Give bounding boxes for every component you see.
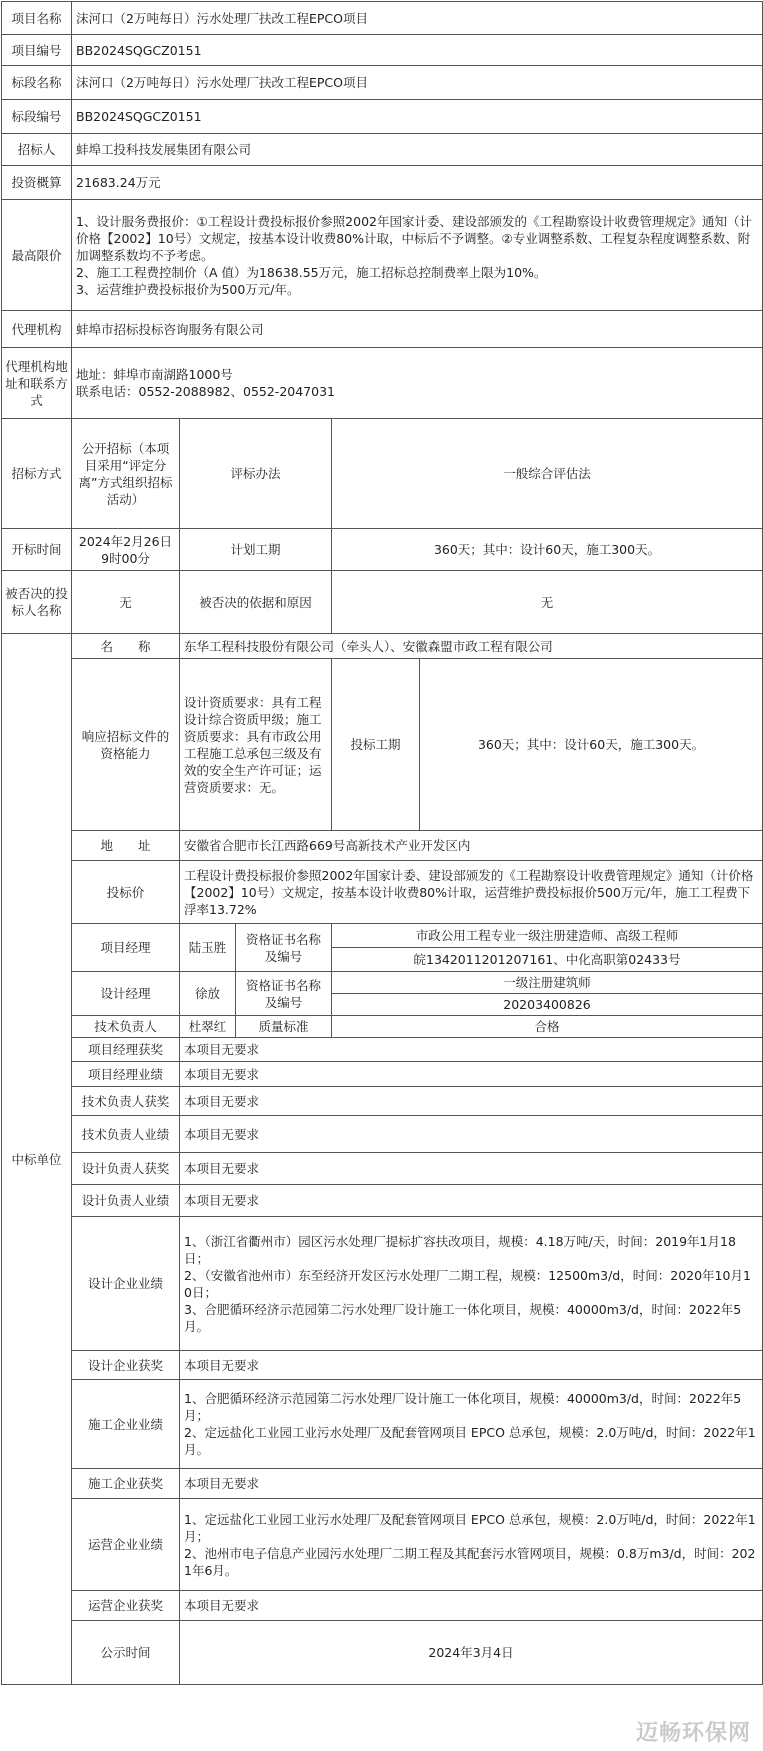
bid-price: 工程设计费投标报价参照2002年国家计委、建设部颁发的《工程勘察设计收费管理规定》通知（计价格【2002】10号）文规定，按基本设计收费80%计取，运营维护费投标报价500万元/年，施工工程费下浮率13.72% [180, 861, 763, 924]
tech-perf: 本项目无要求 [180, 1116, 763, 1153]
qual-label: 响应招标文件的资格能力 [72, 659, 180, 831]
winner-address-label: 地 址 [72, 831, 180, 861]
tech-award: 本项目无要求 [180, 1087, 763, 1116]
agency-phone: 联系电话：0552-2088982、0552-2047031 [76, 384, 335, 399]
label-tender-method: 招标方式 [2, 419, 72, 529]
cons-perf-item-2: 2、定远盐化工业园工业污水处理厂及配套管网项目 EPCO 总承包，规模：2.0万吨/d，时间：2022年1月。 [184, 1425, 756, 1457]
label-project-code: 项目编号 [2, 35, 72, 66]
section-code: BB2024SQGCZ0151 [72, 100, 763, 134]
dl-perf: 本项目无要求 [180, 1185, 763, 1217]
project-name: 沫河口（2万吨每日）污水处理厂扶改工程EPCO项目 [72, 2, 763, 35]
tenderer: 蚌埠工投科技发展集团有限公司 [72, 134, 763, 166]
pm-award-label: 项目经理获奖 [72, 1038, 180, 1062]
plan-period-label: 计划工期 [180, 529, 332, 571]
op-perf-label: 运营企业业绩 [72, 1499, 180, 1591]
agency-address: 地址：蚌埠市南湖路1000号 [76, 367, 233, 382]
quality-value: 合格 [332, 1016, 763, 1038]
eval-method-label: 评标办法 [180, 419, 332, 529]
op-perf-item-1: 1、定远盐化工业园工业污水处理厂及配套管网项目 EPCO 总承包，规模：2.0万吨/d，时间：2022年1月； [184, 1511, 756, 1544]
pm-cert-1: 市政公用工程专业一级注册建造师、高级工程师 [332, 924, 763, 948]
tech-award-label: 技术负责人获奖 [72, 1087, 180, 1116]
dl-award-label: 设计负责人获奖 [72, 1153, 180, 1185]
dm-name: 徐放 [180, 972, 236, 1016]
dl-perf-label: 设计负责人业绩 [72, 1185, 180, 1217]
tech-name: 杜翠红 [180, 1016, 236, 1038]
plan-period: 360天；其中：设计60天，施工300天。 [332, 529, 763, 571]
label-winner: 中标单位 [2, 634, 72, 1685]
tech-perf-label: 技术负责人业绩 [72, 1116, 180, 1153]
investment: 21683.24万元 [72, 166, 763, 200]
max-limit-item-3: 3、运营维护费投标报价为500万元/年。 [76, 281, 300, 297]
label-project-name: 项目名称 [2, 2, 72, 35]
dm-label: 设计经理 [72, 972, 180, 1016]
dm-cert-2: 20203400826 [332, 994, 763, 1016]
cons-award-label: 施工企业获奖 [72, 1469, 180, 1499]
pm-perf-label: 项目经理业绩 [72, 1062, 180, 1087]
dm-cert-1: 一级注册建筑师 [332, 972, 763, 994]
eval-method: 一般综合评估法 [332, 419, 763, 529]
pm-name: 陆玉胜 [180, 924, 236, 972]
pm-label: 项目经理 [72, 924, 180, 972]
cons-perf-item-1: 1、合肥循环经济示范园第二污水处理厂设计施工一体化项目，规模：40000m3/d，时间：2022年5月； [184, 1391, 742, 1423]
agency: 蚌埠市招标投标咨询服务有限公司 [72, 311, 763, 348]
pm-perf: 本项目无要求 [180, 1062, 763, 1087]
label-tenderer: 招标人 [2, 134, 72, 166]
agency-contact [72, 348, 763, 419]
pm-cert-label: 资格证书名称及编号 [236, 924, 332, 972]
label-max-limit: 最高限价 [2, 200, 72, 311]
label-section-name: 标段名称 [2, 66, 72, 100]
op-perf-item-2: 2、池州市电子信息产业园污水处理厂二期工程及其配套污水管网项目，规模：0.8万m3/d，时间：2021年6月。 [184, 1545, 756, 1578]
bid-period: 360天；其中：设计60天，施工300天。 [420, 659, 763, 831]
design-perf-item-3: 3、合肥循环经济示范园第二污水处理厂设计施工一体化项目，规模：40000m3/d，时间：2022年5月。 [184, 1301, 742, 1334]
winner-name-label: 名 称 [72, 634, 180, 659]
op-award: 本项目无要求 [180, 1591, 763, 1621]
label-publicity-time: 公示时间 [72, 1621, 180, 1685]
rejected-bidders: 无 [72, 571, 180, 634]
bid-result-table [1, 1, 763, 1685]
max-limit-item-1: 1、设计服务费报价：①工程设计费投标报价参照2002年国家计委、建设部颁发的《工程勘察设计收费管理规定》通知（计价格【2002】10号）文规定，按基本设计收费80%计取，中标后不予调整。②专业调整系数、工程复杂程度调整系数、附加调整系数均不予考虑。 [76, 213, 752, 263]
design-perf-label: 设计企业业绩 [72, 1217, 180, 1351]
cons-award: 本项目无要求 [180, 1469, 763, 1499]
project-code: BB2024SQGCZ0151 [72, 35, 763, 66]
open-time: 2024年2月26日9时00分 [72, 529, 180, 571]
dl-award: 本项目无要求 [180, 1153, 763, 1185]
qual-value: 设计资质要求：具有工程设计综合资质甲级；施工资质要求：具有市政公用工程施工总承包三级及有效的安全生产许可证；运营资质要求：无。 [180, 659, 332, 831]
label-agency: 代理机构 [2, 311, 72, 348]
design-perf-item-1: 1、（浙江省衢州市）园区污水处理厂提标扩容扶改项目，规模：4.18万吨/天，时间：2019年1月18日； [184, 1233, 736, 1266]
label-rejected: 被否决的投标人名称 [2, 571, 72, 634]
dm-cert-label: 资格证书名称及编号 [236, 972, 332, 1016]
pm-award: 本项目无要求 [180, 1038, 763, 1062]
publicity-time: 2024年3月4日 [180, 1621, 763, 1685]
label-section-code: 标段编号 [2, 100, 72, 134]
op-award-label: 运营企业获奖 [72, 1591, 180, 1621]
winner-name: 东华工程科技股份有限公司（牵头人）、安徽森盟市政工程有限公司 [180, 634, 763, 659]
max-limit-item-2: 2、施工工程费控制价（A 值）为18638.55万元，施工招标总控制费率上限为10%。 [76, 264, 547, 280]
watermark: 迈畅环保网 [635, 1721, 751, 1746]
rejected-reason: 无 [332, 571, 763, 634]
rejected-reason-label: 被否决的依据和原因 [180, 571, 332, 634]
tech-label: 技术负责人 [72, 1016, 180, 1038]
tender-method: 公开招标（本项目采用“评定分离”方式组织招标活动） [72, 419, 180, 529]
bid-price-label: 投标价 [72, 861, 180, 924]
cons-perf [180, 1380, 763, 1469]
label-open-time: 开标时间 [2, 529, 72, 571]
quality-label: 质量标准 [236, 1016, 332, 1038]
op-perf [180, 1499, 763, 1591]
winner-address: 安徽省合肥市长江西路669号高新技术产业开发区内 [180, 831, 763, 861]
max-limit [72, 200, 763, 311]
section-name: 沫河口（2万吨每日）污水处理厂扶改工程EPCO项目 [72, 66, 763, 100]
design-perf-item-2: 2、（安徽省池州市）东至经济开发区污水处理厂二期工程，规模：12500m3/d，时间：2020年10月10日； [184, 1267, 751, 1300]
design-award: 本项目无要求 [180, 1351, 763, 1380]
cons-perf-label: 施工企业业绩 [72, 1380, 180, 1469]
label-agency-contact: 代理机构地址和联系方式 [2, 348, 72, 419]
design-award-label: 设计企业获奖 [72, 1351, 180, 1380]
label-investment: 投资概算 [2, 166, 72, 200]
design-perf [180, 1217, 763, 1351]
pm-cert-2: 皖1342011201207161、中化高职第02433号 [332, 948, 763, 972]
bid-period-label: 投标工期 [332, 659, 420, 831]
